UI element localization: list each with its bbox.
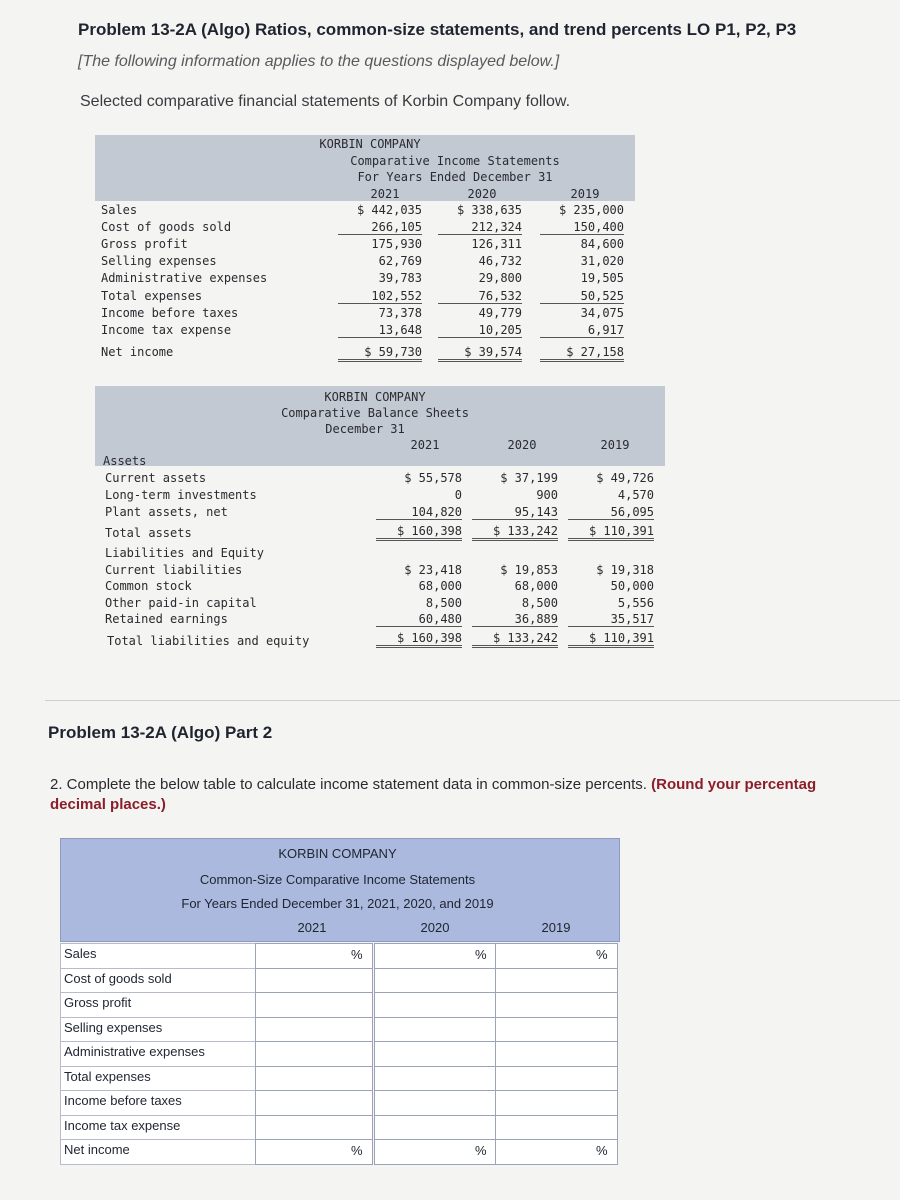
is-row-value: $ 39,574 <box>438 345 522 362</box>
is-row-value: $ 338,635 <box>456 203 522 217</box>
is-row-label: Income before taxes <box>101 306 239 320</box>
is-row-label: Total expenses <box>101 289 203 303</box>
is-year-2020: 2020 <box>467 187 497 201</box>
is-row-value: 62,769 <box>378 254 422 268</box>
bs-total-assets-value: $ 110,391 <box>568 524 654 541</box>
is-row-label: Net income <box>101 345 174 359</box>
is-row-label: Administrative expenses <box>101 271 268 285</box>
bs-liab-value: 5,556 <box>617 596 654 610</box>
cs-row-label: Total expenses <box>60 1066 256 1092</box>
is-row-value: 50,525 <box>540 289 624 304</box>
bs-asset-value: $ 37,199 <box>500 471 558 485</box>
instruction-text <box>50 775 900 815</box>
percent-input[interactable] <box>374 1066 497 1092</box>
bs-total-assets-value: $ 133,242 <box>472 524 558 541</box>
percent-input[interactable] <box>374 1041 497 1067</box>
percent-input[interactable] <box>374 968 497 994</box>
percent-input[interactable] <box>495 992 618 1018</box>
bs-liab-label: Common stock <box>105 579 192 593</box>
percent-input[interactable] <box>374 1115 497 1141</box>
is-row-value: $ 235,000 <box>558 203 624 217</box>
percent-input[interactable] <box>255 1017 373 1043</box>
bs-asset-label: Current assets <box>105 471 207 485</box>
bs-liab-value: 35,517 <box>568 612 654 627</box>
is-row-label: Selling expenses <box>101 254 217 268</box>
is-row-value: $ 59,730 <box>338 345 422 362</box>
cs-year-2021: 2021 <box>297 920 327 935</box>
is-row-value: 212,324 <box>438 220 522 235</box>
bs-year-2021: 2021 <box>410 438 440 452</box>
cs-company: KORBIN COMPANY <box>278 846 397 861</box>
is-company: KORBIN COMPANY <box>319 137 421 151</box>
bs-company: KORBIN COMPANY <box>324 390 426 404</box>
instruction-bold-2: decimal places.) <box>50 796 166 813</box>
bs-liab-label: Other paid-in capital <box>105 596 257 610</box>
is-period: For Years Ended December 31 <box>357 170 553 184</box>
bs-asset-label: Plant assets, net <box>105 505 228 519</box>
is-row-value: 6,917 <box>540 323 624 338</box>
part-title: Problem 13-2A (Algo) Part 2 <box>48 723 273 742</box>
bs-liab-label: Retained earnings <box>105 612 228 626</box>
bs-year-2020: 2020 <box>507 438 537 452</box>
bs-liab-value: 8,500 <box>425 596 462 610</box>
percent-input[interactable] <box>495 1115 618 1141</box>
bs-total-le-value: $ 133,242 <box>472 631 558 648</box>
percent-input[interactable] <box>255 1115 373 1141</box>
bs-liab-value: $ 23,418 <box>404 563 462 577</box>
is-year-2019: 2019 <box>570 187 600 201</box>
cs-row-label: Administrative expenses <box>60 1041 256 1067</box>
cs-row-label: Net income <box>60 1139 256 1165</box>
is-year-2021: 2021 <box>370 187 400 201</box>
is-row-value: 46,732 <box>478 254 522 268</box>
is-row-value: 76,532 <box>438 289 522 304</box>
percent-input[interactable] <box>255 992 373 1018</box>
page-card-edge <box>45 700 900 701</box>
bs-asset-label: Long-term investments <box>105 488 257 502</box>
percent-sign: % <box>596 1143 608 1158</box>
bs-liab-value: 68,000 <box>418 579 462 593</box>
bs-liab-value: 36,889 <box>472 612 558 627</box>
bs-asset-value: 4,570 <box>617 488 654 502</box>
info-note: [The following information applies to the questions displayed below.] <box>78 53 560 70</box>
percent-input[interactable] <box>374 1017 497 1043</box>
percent-sign: % <box>596 947 608 962</box>
cs-row-label: Income tax expense <box>60 1115 256 1141</box>
bs-asset-value: 104,820 <box>376 505 462 520</box>
bs-total-le-value: $ 160,398 <box>376 631 462 648</box>
bs-liab-value: 60,480 <box>376 612 462 627</box>
cs-row-label: Sales <box>60 943 256 969</box>
bs-liab-value: 50,000 <box>610 579 654 593</box>
bs-asset-value: 56,095 <box>568 505 654 520</box>
cs-year-2019: 2019 <box>541 920 571 935</box>
bs-liab-value: $ 19,853 <box>500 563 558 577</box>
is-row-value: 266,105 <box>338 220 422 235</box>
is-row-value: 39,783 <box>378 271 422 285</box>
bs-total-assets-value: $ 160,398 <box>376 524 462 541</box>
is-row-value: 10,205 <box>438 323 522 338</box>
is-row-value: 126,311 <box>471 237 522 251</box>
percent-input[interactable] <box>374 1090 497 1116</box>
instruction-main: 2. Complete the below table to calculate income statement data in common-size percents. <box>50 776 647 793</box>
percent-input[interactable] <box>495 968 618 994</box>
is-row-value: $ 442,035 <box>356 203 422 217</box>
percent-input[interactable] <box>255 1041 373 1067</box>
percent-sign: % <box>475 1143 487 1158</box>
bs-asset-value: $ 55,578 <box>404 471 462 485</box>
is-row-value: 19,505 <box>580 271 624 285</box>
cs-period: For Years Ended December 31, 2021, 2020, and 2019 <box>181 896 494 911</box>
percent-input[interactable] <box>255 968 373 994</box>
is-row-value: 49,779 <box>478 306 522 320</box>
is-row-value: 34,075 <box>580 306 624 320</box>
is-row-label: Gross profit <box>101 237 188 251</box>
bs-liab-label: Current liabilities <box>105 563 243 577</box>
cs-row-label: Income before taxes <box>60 1090 256 1116</box>
percent-sign: % <box>351 947 363 962</box>
percent-sign: % <box>475 947 487 962</box>
is-row-label: Cost of goods sold <box>101 220 232 234</box>
is-row-value: 84,600 <box>580 237 624 251</box>
is-row-value: 150,400 <box>540 220 624 235</box>
is-title: Comparative Income Statements <box>350 154 560 168</box>
bs-liab-heading: Liabilities and Equity <box>105 546 264 560</box>
is-row-value: 29,800 <box>478 271 522 285</box>
percent-sign: % <box>351 1143 363 1158</box>
is-row-value: $ 27,158 <box>540 345 624 362</box>
cs-row-label: Gross profit <box>60 992 256 1018</box>
percent-input[interactable] <box>495 1041 618 1067</box>
percent-input[interactable] <box>255 1066 373 1092</box>
bs-asset-value: 95,143 <box>472 505 558 520</box>
instruction-bold: (Round your percentag <box>651 776 817 793</box>
percent-input[interactable] <box>495 1090 618 1116</box>
bs-assets-heading: Assets <box>103 454 147 468</box>
bs-period: December 31 <box>325 422 405 436</box>
is-row-value: 31,020 <box>580 254 624 268</box>
problem-title: Problem 13-2A (Algo) Ratios, common-size statements, and trend percents LO P1, P2, P3 <box>78 20 797 39</box>
bs-asset-value: $ 49,726 <box>596 471 654 485</box>
percent-input[interactable] <box>374 992 497 1018</box>
bs-liab-value: 8,500 <box>521 596 558 610</box>
bs-asset-value: 900 <box>536 488 558 502</box>
cs-row-label: Cost of goods sold <box>60 968 256 994</box>
bs-year-2019: 2019 <box>600 438 630 452</box>
intro-text: Selected comparative financial statements of Korbin Company follow. <box>80 93 571 110</box>
percent-input[interactable] <box>495 1017 618 1043</box>
percent-input[interactable] <box>495 1066 618 1092</box>
is-row-value: 102,552 <box>338 289 422 304</box>
is-row-value: 175,930 <box>371 237 422 251</box>
bs-total-assets-label: Total assets <box>105 526 192 540</box>
bs-title: Comparative Balance Sheets <box>281 406 469 420</box>
percent-input[interactable] <box>255 1090 373 1116</box>
is-row-value: 73,378 <box>378 306 422 320</box>
bs-liab-value: $ 19,318 <box>596 563 654 577</box>
bs-asset-value: 0 <box>454 488 462 502</box>
is-row-label: Income tax expense <box>101 323 232 337</box>
bs-liab-value: 68,000 <box>514 579 558 593</box>
cs-row-label: Selling expenses <box>60 1017 256 1043</box>
bs-total-le-label: Total liabilities and equity <box>107 634 310 648</box>
cs-year-2020: 2020 <box>420 920 450 935</box>
cs-title: Common-Size Comparative Income Statements <box>199 872 476 887</box>
bs-total-le-value: $ 110,391 <box>568 631 654 648</box>
is-row-label: Sales <box>101 203 138 217</box>
is-row-value: 13,648 <box>338 323 422 338</box>
